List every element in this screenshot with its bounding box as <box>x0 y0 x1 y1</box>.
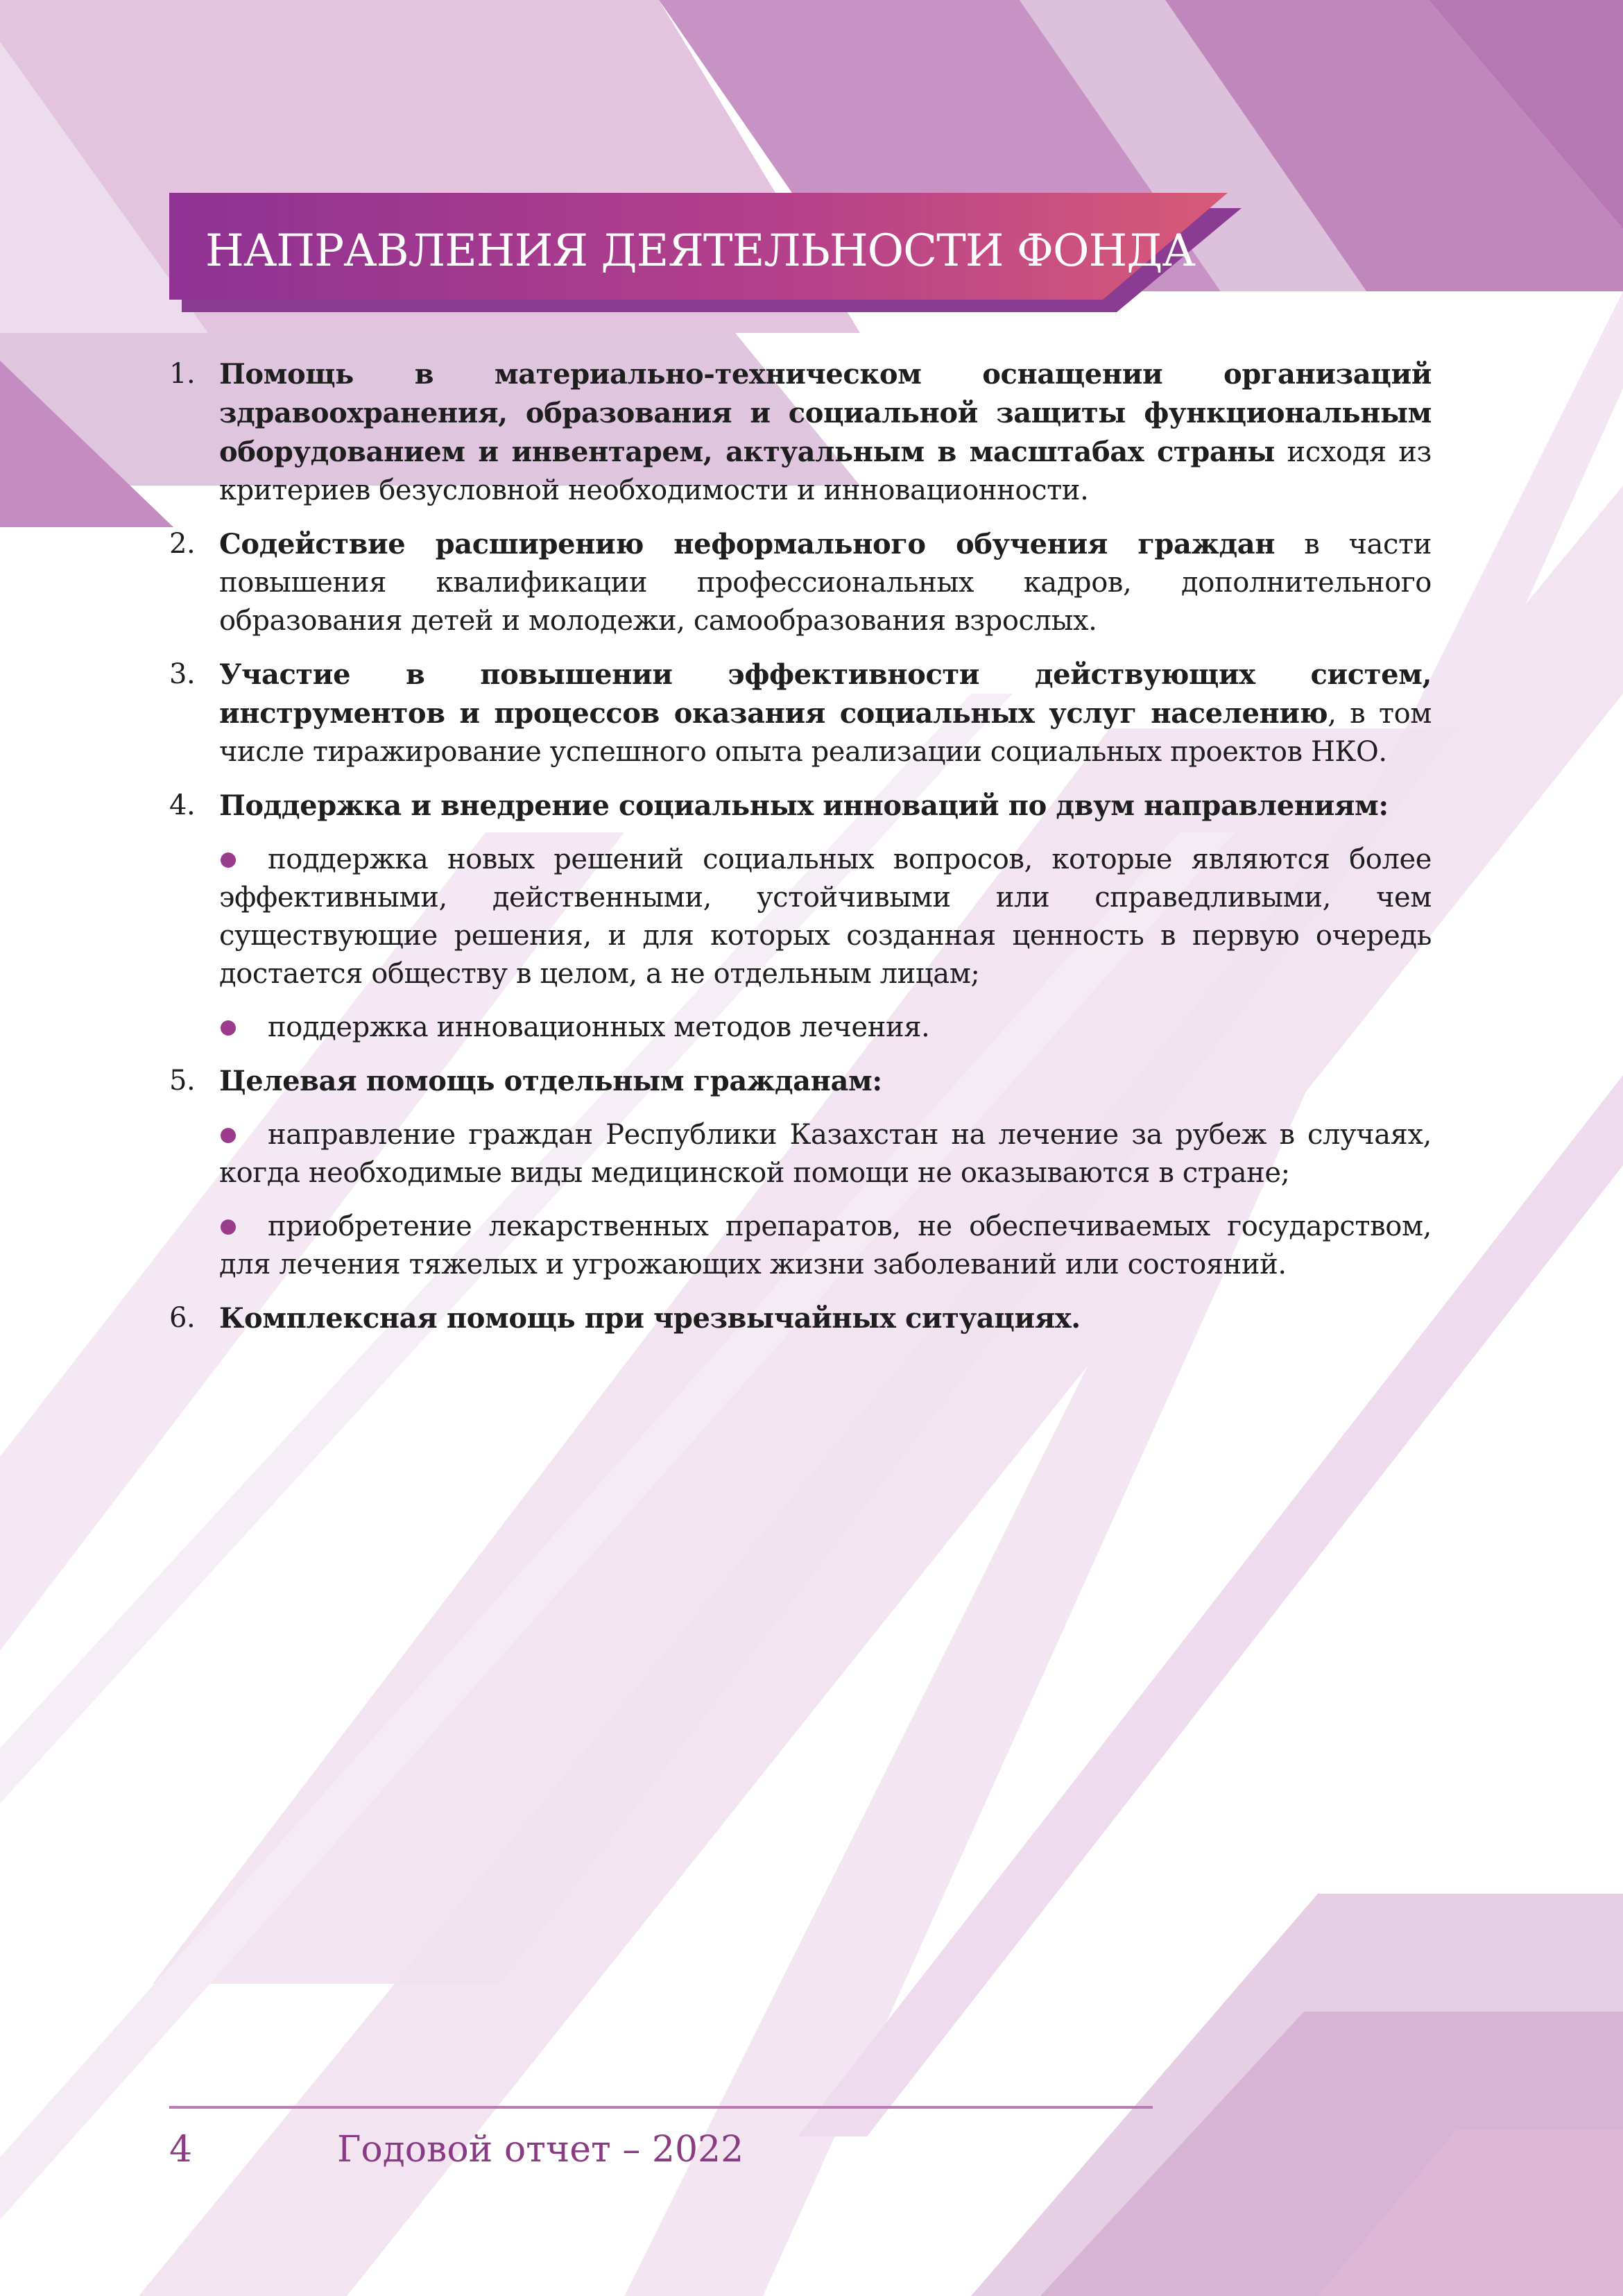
bullet-dot-icon <box>221 1128 236 1143</box>
list-item <box>169 1299 1432 1338</box>
bullet-dot-icon <box>221 1020 236 1036</box>
sub-item-text: поддержка инновационных методов лечения. <box>268 1011 930 1043</box>
sub-list-item <box>219 1009 1432 1047</box>
sub-list-item <box>219 1116 1432 1192</box>
list-item <box>169 1062 1432 1284</box>
item-number: 5. <box>169 1065 196 1097</box>
sub-list <box>219 1116 1432 1284</box>
item-number: 3. <box>169 658 196 690</box>
list-item <box>169 525 1432 640</box>
list-item <box>169 787 1432 1047</box>
item-bold-text: Содействие расширению неформального обучения граждан <box>219 528 1276 560</box>
item-regular-text: исходя из критериев безусловной необходимости и инновационности. <box>219 436 1432 506</box>
item-number: 4. <box>169 789 196 821</box>
item-text <box>219 790 1389 822</box>
item-bold-text: Комплексная помощь при чрезвычайных ситуациях. <box>219 1302 1081 1335</box>
sub-item-text: направление граждан Республики Казахстан на лечение за рубеж в случаях, когда необходимые виды медицинской помощи не оказываются в стране; <box>219 1119 1432 1189</box>
item-text <box>219 659 1432 768</box>
page-number: 4 <box>169 2129 193 2170</box>
directions-content <box>169 355 1432 1353</box>
item-bold-text: Помощь в материально-техническом оснащении организаций здравоохранения, образования и социальной защиты функциональным оборудованием и инвентарем, актуальным в масштабах страны <box>219 358 1432 468</box>
item-bold-text: Поддержка и внедрение социальных инноваций по двум направлениям: <box>219 789 1389 822</box>
footer-divider <box>169 2106 1153 2109</box>
bullet-dot-icon <box>221 1219 236 1235</box>
page-title: НАПРАВЛЕНИЯ ДЕЯТЕЛЬНОСТИ ФОНДА <box>205 225 1195 277</box>
item-number: 1. <box>169 358 196 390</box>
item-regular-text: , в том числе тиражирование успешного опыта реализации социальных проектов НКО. <box>219 698 1432 768</box>
item-text <box>219 1065 882 1097</box>
directions-list <box>169 355 1432 1338</box>
item-bold-text: Целевая помощь отдельным гражданам: <box>219 1065 882 1097</box>
title-banner <box>0 0 1623 333</box>
sub-item-text: поддержка новых решений социальных вопросов, которые являются более эффективными, действенными, устойчивыми или справедливыми, чем существующие решения, и для которых созданная ценность в первую очередь достается обществу в целом, а не отдельным лицам; <box>219 843 1432 990</box>
sub-list-item <box>219 1208 1432 1284</box>
item-text <box>219 529 1432 637</box>
sub-list-item <box>219 841 1432 993</box>
item-text <box>219 1303 1081 1335</box>
bullet-dot-icon <box>221 853 236 868</box>
item-bold-text: Участие в повышении эффективности действующих систем, инструментов и процессов оказания социальных услуг населению <box>219 658 1432 730</box>
list-item <box>169 355 1432 510</box>
item-regular-text: в части повышения квалификации профессиональных кадров, дополнительного образования детей и молодежи, самообразования взрослых. <box>219 529 1432 637</box>
item-text <box>219 359 1432 506</box>
item-number: 6. <box>169 1302 196 1334</box>
sub-item-text: приобретение лекарственных препаратов, не обеспечиваемых государством, для лечения тяжелых и угрожающих жизни заболеваний или состояний. <box>219 1210 1432 1280</box>
item-number: 2. <box>169 528 196 560</box>
sub-list <box>219 841 1432 1047</box>
list-item <box>169 656 1432 771</box>
report-title: Годовой отчет – 2022 <box>337 2129 744 2170</box>
